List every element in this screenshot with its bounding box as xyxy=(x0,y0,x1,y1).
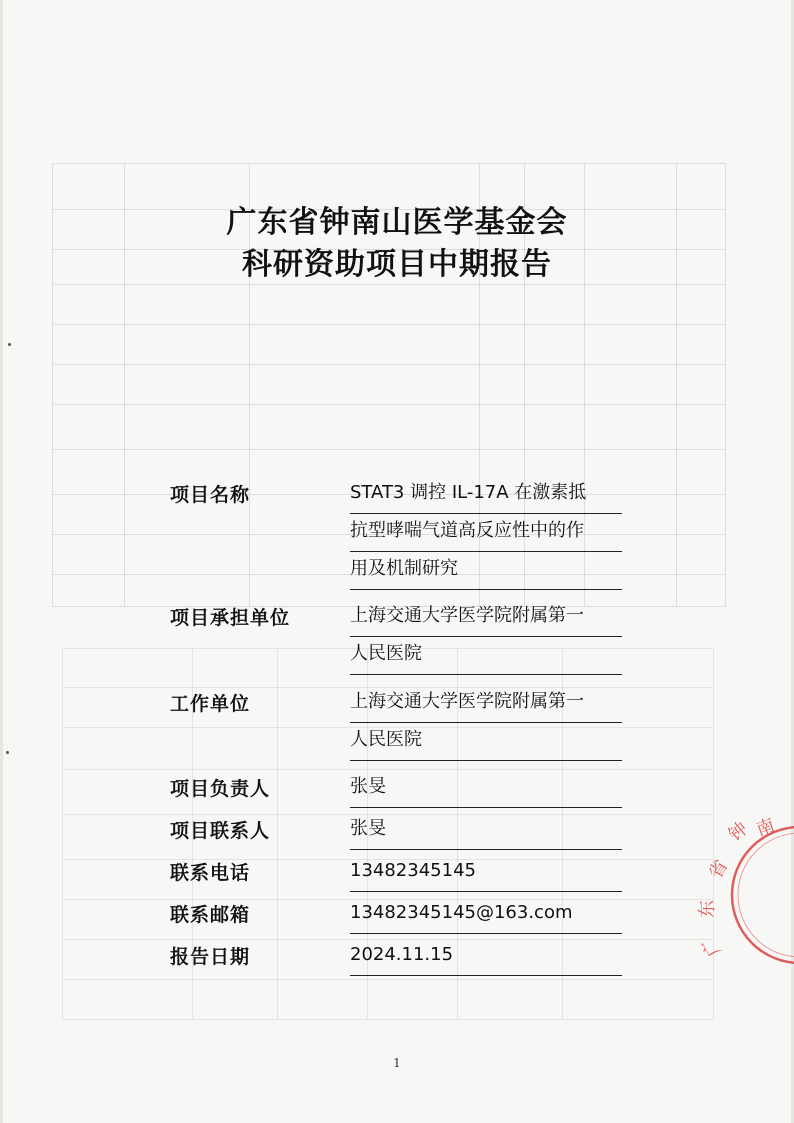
field-value xyxy=(350,770,622,808)
svg-text:省: 省 xyxy=(705,856,733,883)
scan-speck xyxy=(6,751,9,754)
field-label: 项目负责人 xyxy=(170,778,271,800)
value-line: 人民医院 xyxy=(350,723,622,761)
field-value xyxy=(350,476,622,590)
svg-text:广: 广 xyxy=(698,933,726,960)
field-label: 联系邮箱 xyxy=(170,904,251,926)
value-line: 张旻 xyxy=(350,770,622,808)
field-value xyxy=(350,599,622,675)
value-line: 13482345145@163.com xyxy=(350,896,622,934)
seal-graphic xyxy=(697,814,794,970)
value-line: 用及机制研究 xyxy=(350,552,622,590)
field-value xyxy=(350,938,622,976)
svg-text:东: 东 xyxy=(697,900,718,918)
field-label: 联系电话 xyxy=(170,862,251,884)
field-value xyxy=(350,854,622,892)
value-line: STAT3 调控 IL-17A 在激素抵 xyxy=(350,476,622,514)
value-line: 2024.11.15 xyxy=(350,938,622,976)
value-line: 上海交通大学医学院附属第一 xyxy=(350,599,622,637)
official-seal xyxy=(697,814,794,970)
page-number: 1 xyxy=(393,1056,401,1070)
field-value xyxy=(350,685,622,761)
svg-text:钟: 钟 xyxy=(724,818,753,846)
field-label: 项目承担单位 xyxy=(170,607,291,629)
field-label: 工作单位 xyxy=(170,693,251,715)
report-title-line-1: 广东省钟南山医学基金会 xyxy=(226,205,568,240)
svg-text:南: 南 xyxy=(753,814,778,841)
field-label: 项目名称 xyxy=(170,484,251,506)
field-label: 报告日期 xyxy=(170,946,251,968)
scan-edge-left xyxy=(0,0,3,1123)
field-value xyxy=(350,896,622,934)
field-label: 项目联系人 xyxy=(170,820,271,842)
value-line: 抗型哮喘气道高反应性中的作 xyxy=(350,514,622,552)
report-title-line-2: 科研资助项目中期报告 xyxy=(242,247,552,282)
value-line: 人民医院 xyxy=(350,637,622,675)
scan-speck xyxy=(8,343,11,346)
value-line: 上海交通大学医学院附属第一 xyxy=(350,685,622,723)
value-line: 张旻 xyxy=(350,812,622,850)
value-line: 13482345145 xyxy=(350,854,622,892)
field-value xyxy=(350,812,622,850)
